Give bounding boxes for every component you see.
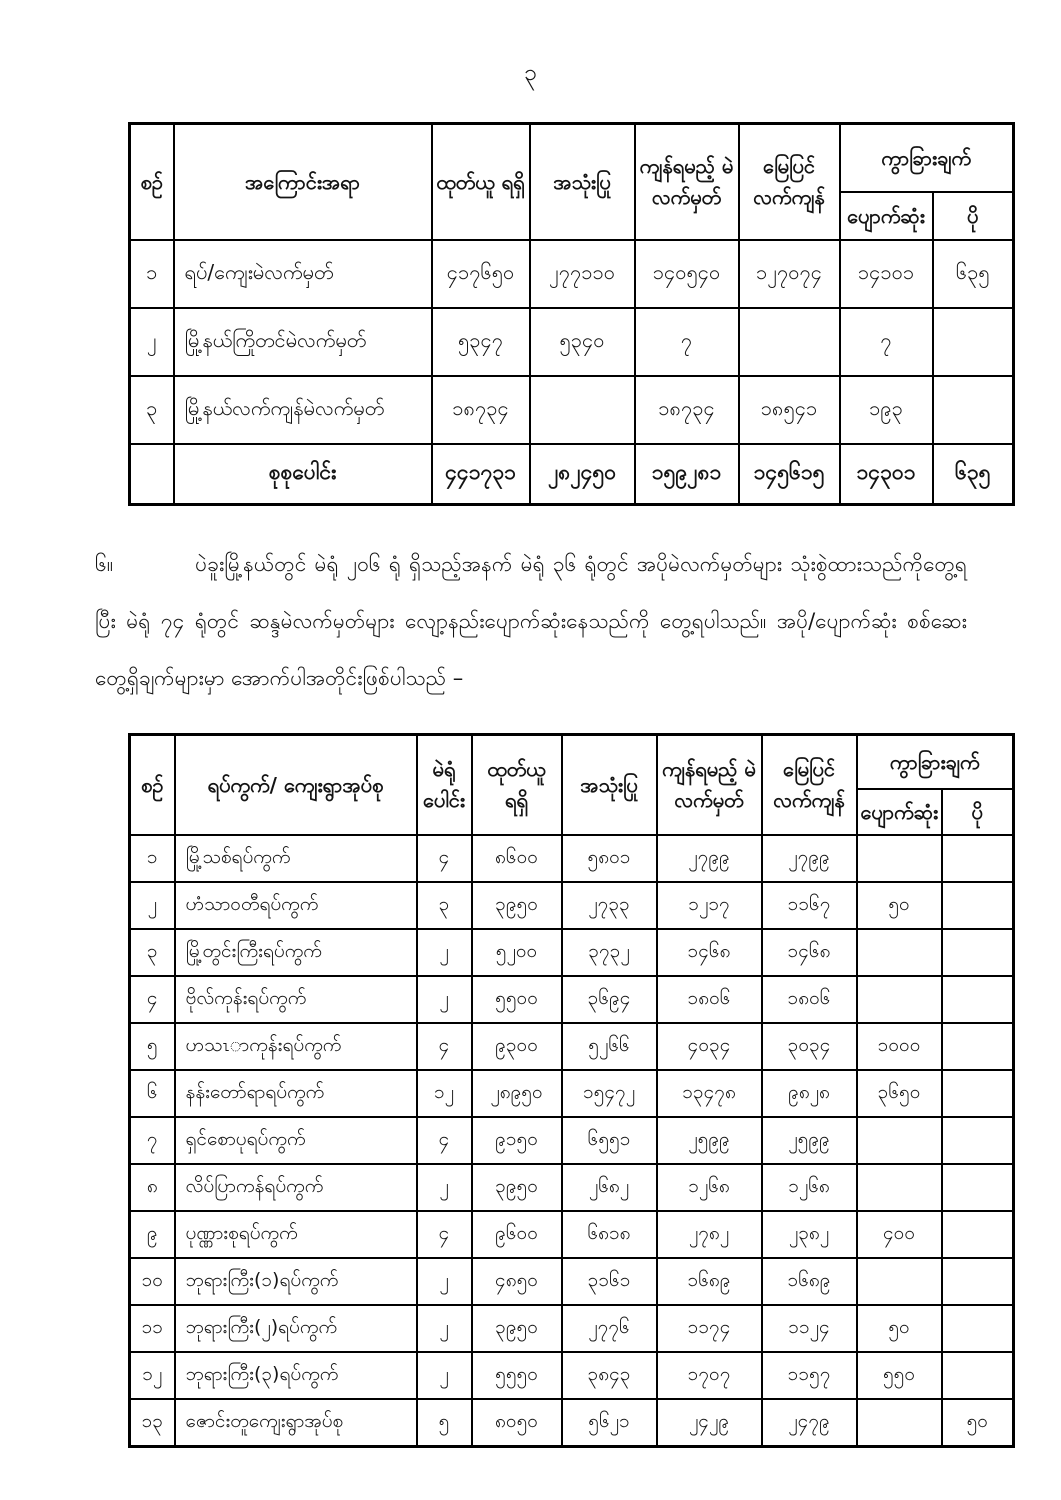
paragraph-number: ၆။ [95, 552, 114, 576]
cell-stations: ၁၂ [417, 1070, 472, 1117]
cell-remaining: ၁၇၀၇ [657, 1352, 762, 1399]
cell-lost [857, 976, 942, 1023]
cell-ward: ဘုရားကြီး(၂)ရပ်ကွက် [175, 1305, 417, 1352]
table-row [130, 1399, 1014, 1447]
cell-ward: ဇောင်းတူကျေးရွာအုပ်စု [175, 1399, 417, 1447]
cell-used: ၆၅၅၁ [562, 1117, 657, 1164]
cell-remaining: ၁၈၀၆ [657, 976, 762, 1023]
cell-extra [933, 308, 1014, 376]
cell-ground: ၁၁၅၇ [762, 1352, 857, 1399]
cell-lost: ၅၀ [857, 1305, 942, 1352]
cell-remaining: ၄၀၃၄ [657, 1023, 762, 1070]
cell-stations: ၂ [417, 976, 472, 1023]
cell-used: ၂၈၂၄၅၀ [530, 444, 635, 505]
table-header-row [130, 735, 1014, 790]
cell-extra [942, 1164, 1014, 1211]
col-header-received: ထုတ်ယူ ရရှိ [432, 124, 530, 241]
cell-no: ၁၂ [130, 1352, 175, 1399]
cell-no: ၁ [130, 835, 175, 882]
cell-ward: လိပ်ပြာကန်ရပ်ကွက် [175, 1164, 417, 1211]
cell-ground: ၉၈၂၈ [762, 1070, 857, 1117]
cell-used: ၅၃၄၀ [530, 308, 635, 376]
cell-remaining: ၁၂၆၈ [657, 1164, 762, 1211]
cell-ward: ဘုရားကြီး(၃)ရပ်ကွက် [175, 1352, 417, 1399]
cell-ward: ရှင်စောပုရပ်ကွက် [175, 1117, 417, 1164]
cell-ground: ၁၆၈၉ [762, 1258, 857, 1305]
cell-extra: ၅၀ [942, 1399, 1014, 1447]
cell-remaining: ၇ [635, 308, 739, 376]
cell-ground: ၁၈၅၄၁ [739, 376, 840, 444]
cell-no: ၁၁ [130, 1305, 175, 1352]
col-header-lost: ပျောက်ဆုံး [840, 192, 933, 240]
cell-received: ၃၉၅၀ [472, 1305, 562, 1352]
table-row [130, 1117, 1014, 1164]
cell-received: ၄၄၁၇၃၁ [432, 444, 530, 505]
cell-remaining: ၂၇၈၂ [657, 1211, 762, 1258]
cell-stations: ၄ [417, 1023, 472, 1070]
cell-ward: မြို့တွင်းကြီးရပ်ကွက် [175, 929, 417, 976]
col-header-difference: ကွာခြားချက် [840, 124, 1014, 193]
cell-extra [942, 1211, 1014, 1258]
cell-remaining: ၁၁၇၄ [657, 1305, 762, 1352]
cell-no: ၂ [130, 882, 175, 929]
cell-extra [942, 835, 1014, 882]
cell-extra [942, 1023, 1014, 1070]
cell-no: ၉ [130, 1211, 175, 1258]
cell-remaining: ၂၅၉၉ [657, 1117, 762, 1164]
cell-stations: ၂ [417, 1258, 472, 1305]
cell-received: ၂၈၉၅၀ [472, 1070, 562, 1117]
cell-lost: ၃၆၅၀ [857, 1070, 942, 1117]
cell-ground: ၂၄၇၉ [762, 1399, 857, 1447]
col-header-no: စဉ် [130, 124, 174, 241]
cell-stations: ၄ [417, 1117, 472, 1164]
cell-ground: ၂၅၉၉ [762, 1117, 857, 1164]
cell-ground: ၂၇၉၉ [762, 835, 857, 882]
cell-received: ၄၁၇၆၅၀ [432, 240, 530, 308]
cell-lost [857, 1164, 942, 1211]
cell-received: ၃၉၅၀ [472, 1164, 562, 1211]
cell-no: ၈ [130, 1164, 175, 1211]
table-row [130, 1211, 1014, 1258]
cell-stations: ၅ [417, 1399, 472, 1447]
cell-received: ၉၃၀၀ [472, 1023, 562, 1070]
cell-ward: ပုဏ္ဏားစုရပ်ကွက် [175, 1211, 417, 1258]
cell-ward: နန်းတော်ရာရပ်ကွက် [175, 1070, 417, 1117]
cell-extra [942, 1070, 1014, 1117]
cell-used: ၃၈၄၃ [562, 1352, 657, 1399]
cell-stations: ၂ [417, 1305, 472, 1352]
cell-used: ၃၇၃၂ [562, 929, 657, 976]
table-row [130, 1258, 1014, 1305]
cell-stations: ၂ [417, 1164, 472, 1211]
cell-subject: ရပ်/ကျေးမဲလက်မှတ် [174, 240, 432, 308]
cell-extra [942, 1117, 1014, 1164]
col-header-difference: ကွာခြားချက် [857, 735, 1014, 790]
cell-ground: ၁၂၆၈ [762, 1164, 857, 1211]
cell-stations: ၄ [417, 1211, 472, 1258]
table-row [130, 929, 1014, 976]
cell-used: ၅၆၂၁ [562, 1399, 657, 1447]
col-header-remaining: ကျန်ရမည့် မဲလက်မှတ် [635, 124, 739, 241]
col-header-remaining: ကျန်ရမည့် မဲလက်မှတ် [657, 735, 762, 836]
table-row [130, 1164, 1014, 1211]
cell-remaining: ၁၈၇၃၄ [635, 376, 739, 444]
cell-ward: မြို့သစ်ရပ်ကွက် [175, 835, 417, 882]
page-number: ၃ [524, 60, 537, 86]
cell-lost: ၁၄၁၀၁ [840, 240, 933, 308]
cell-used: ၂၇၇၆ [562, 1305, 657, 1352]
cell-stations: ၂ [417, 1352, 472, 1399]
cell-extra [933, 376, 1014, 444]
cell-used: ၁၅၄၇၂ [562, 1070, 657, 1117]
cell-received: ၉၆၀၀ [472, 1211, 562, 1258]
col-header-ward: ရပ်ကွက်/ ကျေးရွာအုပ်စု [175, 735, 417, 836]
cell-received: ၉၁၅၀ [472, 1117, 562, 1164]
cell-ground: ၁၁၂၄ [762, 1305, 857, 1352]
cell-lost: ၅၅၀ [857, 1352, 942, 1399]
cell-subject: မြို့နယ်ကြိုတင်မဲလက်မှတ် [174, 308, 432, 376]
table-row [130, 376, 1014, 444]
cell-total-label: စုစုပေါင်း [174, 444, 432, 505]
cell-extra [942, 1258, 1014, 1305]
col-header-used: အသုံးပြု [562, 735, 657, 836]
cell-ground: ၁၄၆၈ [762, 929, 857, 976]
col-header-lost: ပျောက်ဆုံး [857, 789, 942, 835]
cell-no: ၃ [130, 376, 174, 444]
cell-received: ၃၉၅၀ [472, 882, 562, 929]
cell-no: ၁ [130, 240, 174, 308]
cell-used: ၃၆၉၄ [562, 976, 657, 1023]
cell-remaining: ၁၄၀၅၄၀ [635, 240, 739, 308]
table-row [130, 308, 1014, 376]
paragraph-text: ပဲခူးမြို့နယ်တွင် မဲရုံ ၂၀၆ ရုံ ရှိသည့်အနက် မဲရုံ ၃၆ ရုံတွင် အပိုမဲလက်မှတ်များ သုံးစွဲထားသည်ကိုတွေ့ရပြီး မဲရုံ ၇၄ ရုံတွင် ဆန္ဒမဲလက်မှတ်များ လျော့နည်းပျောက်ဆုံးနေသည်ကို တွေ့ရပါသည်။ အပို/ပျောက်ဆုံး စစ်ဆေးတွေ့ရှိချက်များမှာ အောက်ပါအတိုင်းဖြစ်ပါသည် – [95, 552, 967, 690]
cell-no: ၇ [130, 1117, 175, 1164]
cell-used: ၆၈၁၈ [562, 1211, 657, 1258]
col-header-extra: ပို [933, 192, 1014, 240]
col-header-ground: မြေပြင် လက်ကျန် [739, 124, 840, 241]
cell-extra [942, 882, 1014, 929]
col-header-ground: မြေပြင် လက်ကျန် [762, 735, 857, 836]
col-header-subject: အကြောင်းအရာ [174, 124, 432, 241]
cell-received: ၄၈၅၀ [472, 1258, 562, 1305]
cell-used: ၅၈၀၁ [562, 835, 657, 882]
cell-ground: ၁၁၆၇ [762, 882, 857, 929]
cell-lost: ၅၀ [857, 882, 942, 929]
col-header-extra: ပို [942, 789, 1014, 835]
cell-no [130, 444, 174, 505]
cell-ground: ၁၂၇၀၇၄ [739, 240, 840, 308]
cell-remaining: ၂၄၂၉ [657, 1399, 762, 1447]
table-header-row [130, 124, 1014, 193]
table-row [130, 1023, 1014, 1070]
cell-lost [857, 1399, 942, 1447]
cell-remaining: ၂၇၉၉ [657, 835, 762, 882]
cell-extra [942, 929, 1014, 976]
cell-no: ၁၀ [130, 1258, 175, 1305]
cell-ground [739, 308, 840, 376]
cell-used: ၂၇၃၃ [562, 882, 657, 929]
cell-ground: ၁၈၀၆ [762, 976, 857, 1023]
col-header-no: စဉ် [130, 735, 175, 836]
cell-stations: ၃ [417, 882, 472, 929]
paragraph-6 [95, 536, 967, 707]
cell-no: ၄ [130, 976, 175, 1023]
cell-used: ၃၁၆၁ [562, 1258, 657, 1305]
cell-remaining: ၁၆၈၉ [657, 1258, 762, 1305]
cell-ward: ဘုရားကြီး(၁)ရပ်ကွက် [175, 1258, 417, 1305]
cell-extra: ၆၃၅ [933, 444, 1014, 505]
table-row [130, 882, 1014, 929]
cell-no: ၁၃ [130, 1399, 175, 1447]
table-row [130, 976, 1014, 1023]
cell-subject: မြို့နယ်လက်ကျန်မဲလက်မှတ် [174, 376, 432, 444]
cell-received: ၅၃၄၇ [432, 308, 530, 376]
cell-no: ၂ [130, 308, 174, 376]
cell-remaining: ၁၅၉၂၈၁ [635, 444, 739, 505]
cell-no: ၅ [130, 1023, 175, 1070]
table-row [130, 1070, 1014, 1117]
cell-received: ၅၂၀၀ [472, 929, 562, 976]
cell-lost: ၁၀၀၀ [857, 1023, 942, 1070]
cell-stations: ၄ [417, 835, 472, 882]
ward-ballot-table [128, 733, 1015, 1448]
cell-remaining: ၁၂၁၇ [657, 882, 762, 929]
cell-used: ၂၆၈၂ [562, 1164, 657, 1211]
cell-ground: ၁၄၅၆၁၅ [739, 444, 840, 505]
cell-extra [942, 976, 1014, 1023]
cell-lost: ၇ [840, 308, 933, 376]
cell-extra: ၆၃၅ [933, 240, 1014, 308]
cell-ward: ဗိုလ်ကုန်းရပ်ကွက် [175, 976, 417, 1023]
cell-extra [942, 1352, 1014, 1399]
cell-received: ၈၀၅၀ [472, 1399, 562, 1447]
cell-received: ၅၅၀၀ [472, 976, 562, 1023]
table-total-row [130, 444, 1014, 505]
table-row [130, 240, 1014, 308]
cell-received: ၅၅၅၀ [472, 1352, 562, 1399]
table-row [130, 1305, 1014, 1352]
cell-ground: ၃၀၃၄ [762, 1023, 857, 1070]
cell-lost: ၁၉၃ [840, 376, 933, 444]
col-header-used: အသုံးပြု [530, 124, 635, 241]
table-row [130, 1352, 1014, 1399]
cell-received: ၈၆၀၀ [472, 835, 562, 882]
cell-received: ၁၈၇၃၄ [432, 376, 530, 444]
col-header-received: ထုတ်ယူ ရရှိ [472, 735, 562, 836]
cell-ward: ဟံသာဝတီရပ်ကွက် [175, 882, 417, 929]
cell-lost [857, 1258, 942, 1305]
table-row [130, 835, 1014, 882]
cell-used: ၂၇၇၁၁၀ [530, 240, 635, 308]
cell-ground: ၂၃၈၂ [762, 1211, 857, 1258]
cell-used: ၅၂၆၆ [562, 1023, 657, 1070]
cell-extra [942, 1305, 1014, 1352]
cell-lost: ၄၀၀ [857, 1211, 942, 1258]
cell-lost: ၁၄၃၀၁ [840, 444, 933, 505]
col-header-stations: မဲရုံ ပေါင်း [417, 735, 472, 836]
cell-no: ၆ [130, 1070, 175, 1117]
cell-lost [857, 929, 942, 976]
cell-used [530, 376, 635, 444]
cell-lost [857, 835, 942, 882]
cell-lost [857, 1117, 942, 1164]
cell-no: ၃ [130, 929, 175, 976]
cell-remaining: ၁၃၄၇၈ [657, 1070, 762, 1117]
cell-remaining: ၁၄၆၈ [657, 929, 762, 976]
cell-stations: ၂ [417, 929, 472, 976]
cell-ward: ဟသၤာကုန်းရပ်ကွက် [175, 1023, 417, 1070]
ballot-summary-table [128, 122, 1015, 506]
